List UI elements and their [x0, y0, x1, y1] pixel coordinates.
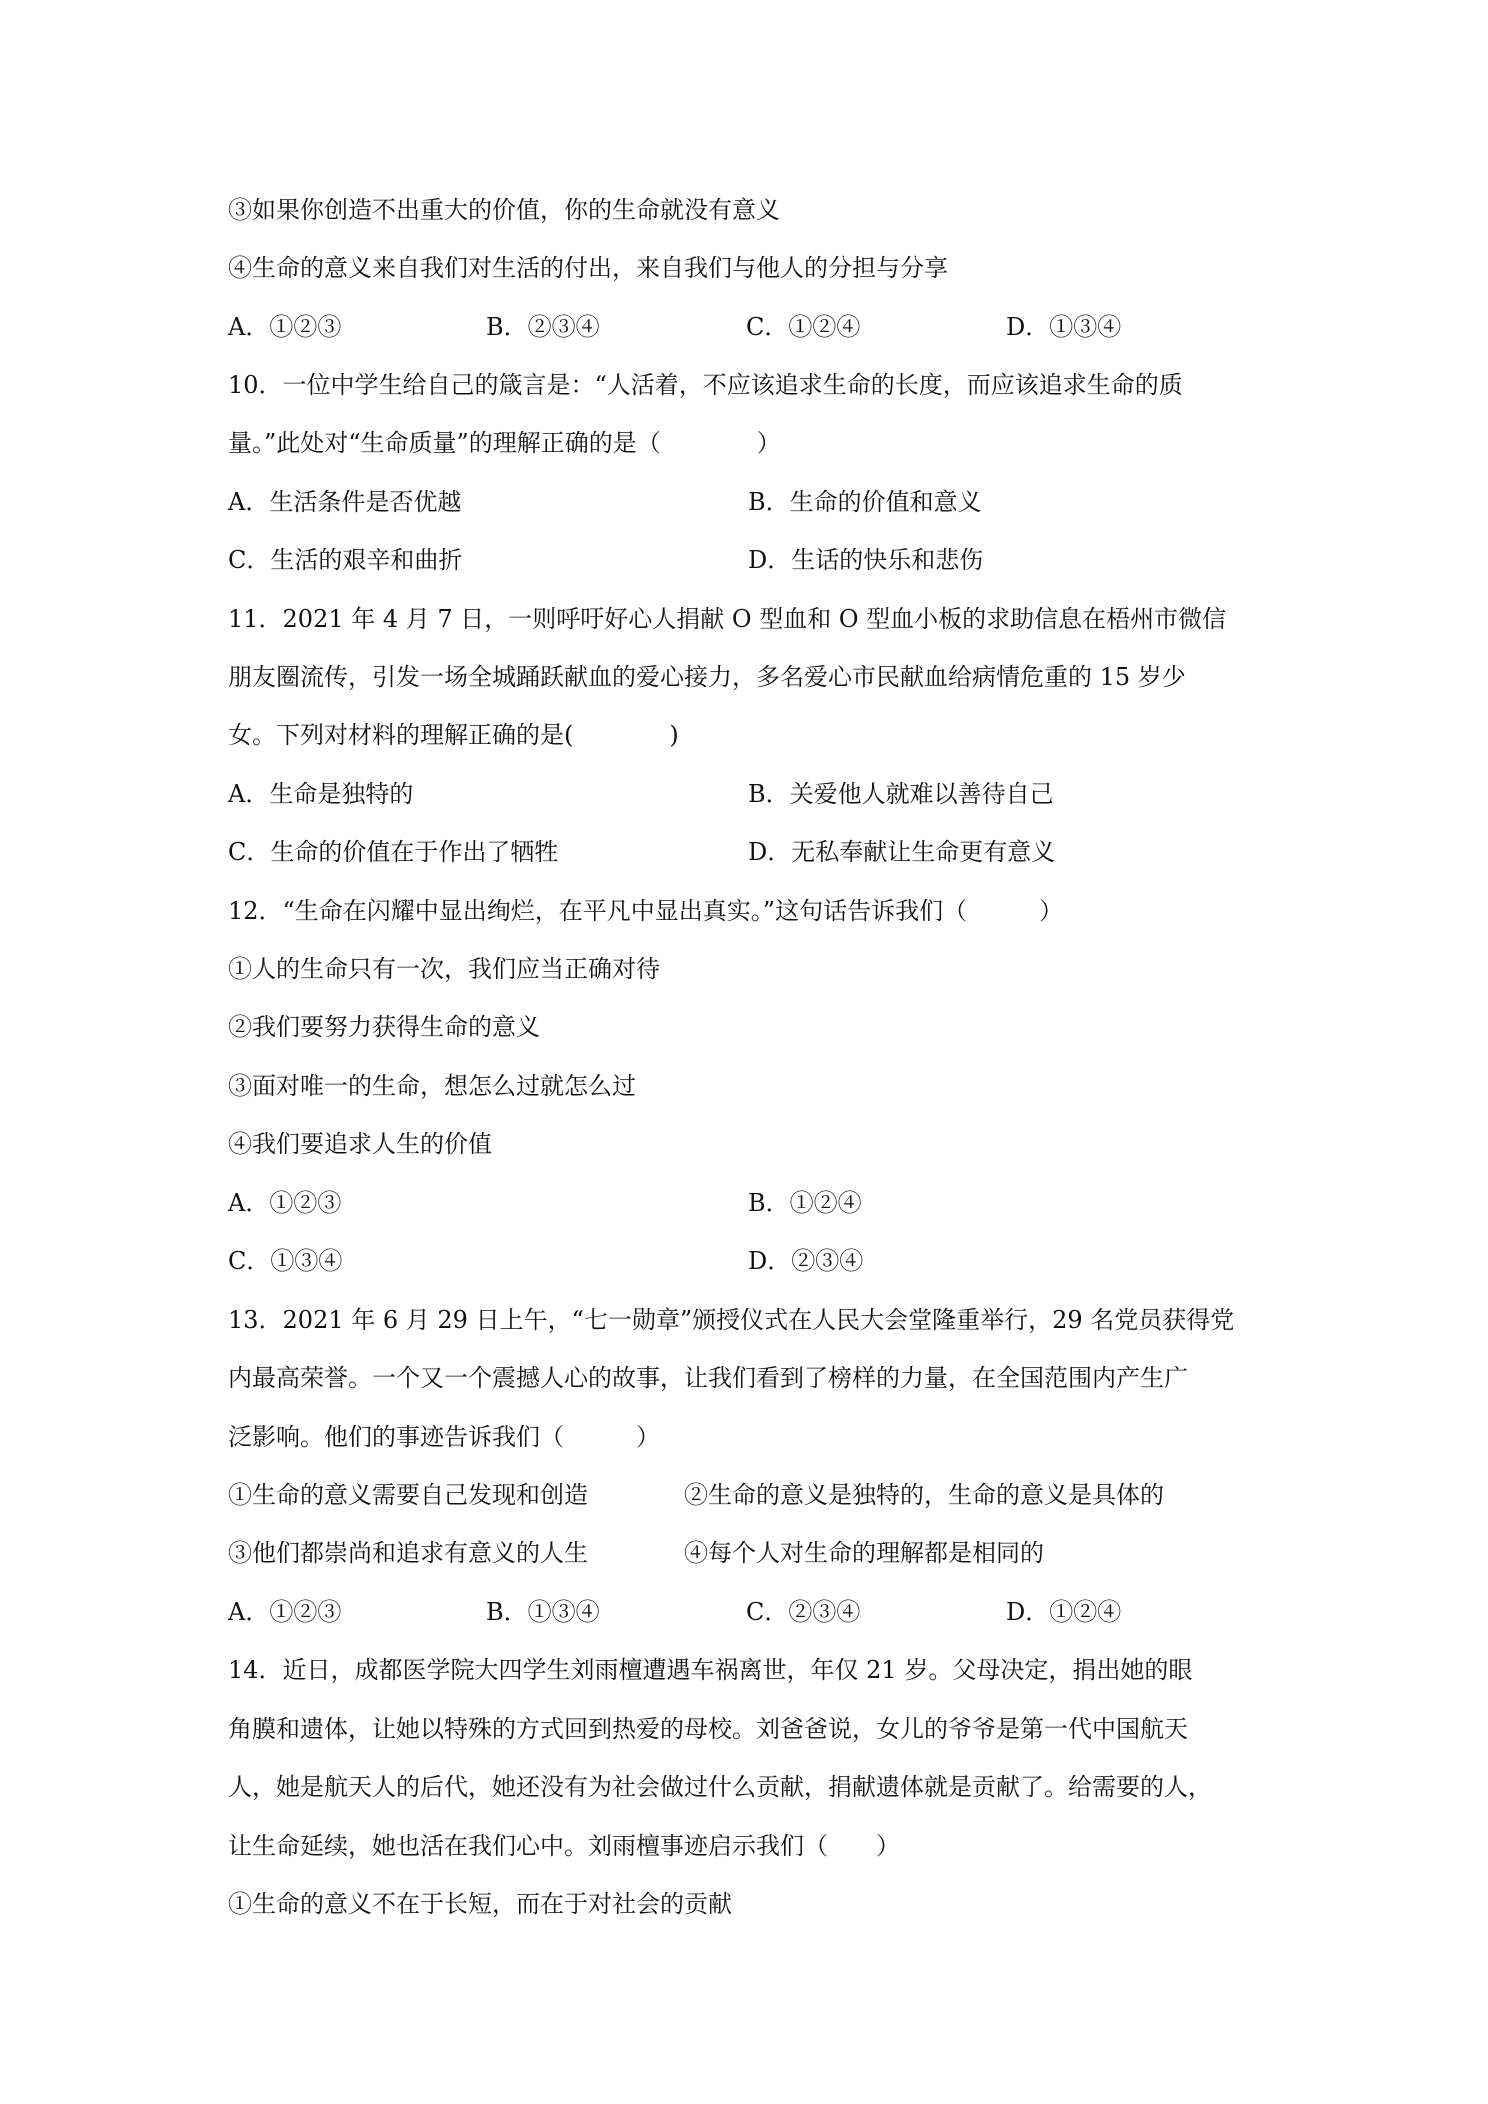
q12-item-3: ③面对唯一的生命，想怎么过就怎么过	[228, 1072, 636, 1100]
q13-item-1: ①生命的意义需要自己发现和创造	[228, 1481, 588, 1509]
q12-option-d: D．②③④	[748, 1247, 864, 1275]
q11-option-a: A．生命是独特的	[228, 780, 414, 808]
q11-option-c: C．生命的价值在于作出了牺牲	[228, 838, 559, 866]
q13-option-d: D．①②④	[1006, 1598, 1122, 1626]
q9-option-c: C．①②④	[746, 313, 861, 341]
q13-stem-line-2: 内最高荣誉。一个又一个震撼人心的故事，让我们看到了榜样的力量，在全国范围内产生广	[228, 1364, 1188, 1392]
q12-item-2: ②我们要努力获得生命的意义	[228, 1013, 540, 1041]
q12-item-4: ④我们要追求人生的价值	[228, 1130, 492, 1158]
q14-stem-line-4: 让生命延续，她也活在我们心中。刘雨檀事迹启示我们（ ）	[228, 1832, 900, 1860]
q13-item-2: ②生命的意义是独特的，生命的意义是具体的	[684, 1481, 1164, 1509]
q9-item-4: ④生命的意义来自我们对生活的付出，来自我们与他人的分担与分享	[228, 254, 948, 282]
q12-option-b: B．①②④	[748, 1189, 862, 1217]
q14-stem-line-1: 14．近日，成都医学院大四学生刘雨檀遭遇车祸离世，年仅 21 岁。父母决定，捐出她的眼	[228, 1656, 1193, 1684]
q12-option-c: C．①③④	[228, 1247, 343, 1275]
q11-option-d: D．无私奉献让生命更有意义	[748, 838, 1056, 866]
q12-item-1: ①人的生命只有一次，我们应当正确对待	[228, 955, 660, 983]
q9-option-b: B．②③④	[486, 313, 600, 341]
q11-stem-line-3: 女。下列对材料的理解正确的是( )	[228, 721, 679, 749]
q13-option-a: A．①②③	[228, 1598, 342, 1626]
q13-item-3: ③他们都崇尚和追求有意义的人生	[228, 1539, 588, 1567]
q10-option-b: B．生命的价值和意义	[748, 488, 982, 516]
q12-option-a: A．①②③	[228, 1189, 342, 1217]
q14-stem-line-2: 角膜和遗体，让她以特殊的方式回到热爱的母校。刘爸爸说，女儿的爷爷是第一代中国航天	[228, 1715, 1188, 1743]
q10-option-c: C．生活的艰辛和曲折	[228, 546, 463, 574]
q13-option-c: C．②③④	[746, 1598, 861, 1626]
q13-option-b: B．①③④	[486, 1598, 600, 1626]
q10-option-d: D．生话的快乐和悲伤	[748, 546, 984, 574]
q11-stem-line-2: 朋友圈流传，引发一场全城踊跃献血的爱心接力，多名爱心市民献血给病情危重的 15 岁少	[228, 663, 1186, 691]
q11-option-b: B．关爱他人就难以善待自己	[748, 780, 1054, 808]
q14-stem-line-3: 人，她是航天人的后代，她还没有为社会做过什么贡献，捐献遗体就是贡献了。给需要的人，	[228, 1773, 1212, 1801]
q13-item-4: ④每个人对生命的理解都是相同的	[684, 1539, 1044, 1567]
q13-stem-line-1: 13．2021 年 6 月 29 日上午，“七一勋章”颁授仪式在人民大会堂隆重举行，29 名党员获得党	[228, 1306, 1235, 1334]
q13-stem-line-3: 泛影响。他们的事迹告诉我们（ ）	[228, 1423, 660, 1451]
q12-stem: 12．“生命在闪耀中显出绚烂，在平凡中显出真实。”这句话告诉我们（ ）	[228, 897, 1064, 925]
q14-item-1: ①生命的意义不在于长短，而在于对社会的贡献	[228, 1890, 732, 1918]
q9-item-3: ③如果你创造不出重大的价值，你的生命就没有意义	[228, 196, 780, 224]
q10-stem-line-1: 10．一位中学生给自己的箴言是：“人活着，不应该追求生命的长度，而应该追求生命的质	[228, 371, 1183, 399]
q11-stem-line-1: 11．2021 年 4 月 7 日，一则呼吁好心人捐献 O 型血和 O 型血小板的求助信息在梧州市微信	[228, 605, 1227, 633]
q9-option-a: A．①②③	[228, 313, 342, 341]
q10-stem-line-2: 量。”此处对“生命质量”的理解正确的是（ ）	[228, 429, 781, 457]
q9-option-d: D．①③④	[1006, 313, 1122, 341]
q10-option-a: A．生活条件是否优越	[228, 488, 462, 516]
